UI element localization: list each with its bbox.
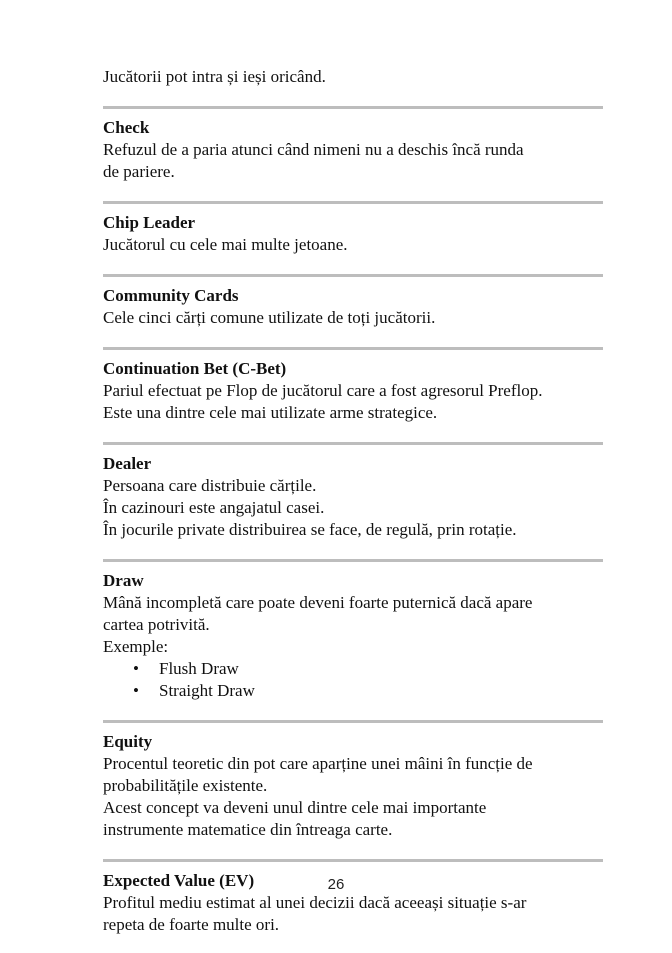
section-divider	[103, 274, 603, 277]
bullet-icon: •	[133, 659, 139, 678]
glossary-term: Expected Value (EV)	[103, 871, 255, 890]
glossary-entry	[103, 453, 603, 541]
glossary-term: Continuation Bet (C-Bet)	[103, 359, 287, 378]
section-divider	[103, 347, 603, 350]
definition-line: probabilitățile existente.	[103, 776, 268, 795]
bullet-icon: •	[133, 681, 139, 700]
example-label: Straight Draw	[159, 681, 255, 700]
definition-line: Exemple:	[103, 637, 169, 656]
definition-line: Persoana care distribuie cărțile.	[103, 476, 317, 495]
definition-line: de pariere.	[103, 162, 175, 181]
definition-line: instrumente matematice din întreaga carte.	[103, 820, 393, 839]
glossary-entry	[103, 285, 603, 329]
definition-line: Pariul efectuat pe Flop de jucătorul care a fost agresorul Preflop.	[103, 381, 543, 400]
definition-line: Procentul teoretic din pot care aparține unei mâini în funcție de	[103, 754, 533, 773]
glossary-term: Dealer	[103, 454, 152, 473]
section-divider	[103, 559, 603, 562]
definition-line: Profitul mediu estimat al unei decizii dacă aceeași situație s-ar	[103, 893, 527, 912]
definition-line: În jocurile private distribuirea se face, de regulă, prin rotație.	[103, 520, 517, 539]
section-divider	[103, 442, 603, 445]
example-label: Flush Draw	[159, 659, 239, 678]
example-list-item	[103, 658, 603, 680]
definition-line: Refuzul de a paria atunci când nimeni nu a deschis încă runda	[103, 140, 524, 159]
definition-line: cartea potrivită.	[103, 615, 210, 634]
glossary-page	[103, 66, 603, 936]
glossary-term: Draw	[103, 571, 144, 590]
page-number: 26	[327, 876, 345, 893]
section-divider	[103, 106, 603, 109]
glossary-entry	[103, 117, 603, 183]
definition-line: Cele cinci cărți comune utilizate de toți jucătorii.	[103, 308, 436, 327]
glossary-entry	[103, 212, 603, 256]
definition-line: repeta de foarte multe ori.	[103, 915, 280, 934]
glossary-entry	[103, 731, 603, 841]
section-divider	[103, 201, 603, 204]
glossary-entry	[103, 358, 603, 424]
glossary-term: Check	[103, 118, 150, 137]
definition-line: Jucătorul cu cele mai multe jetoane.	[103, 235, 348, 254]
section-divider	[103, 720, 603, 723]
example-list	[103, 658, 603, 702]
glossary-entries	[103, 106, 603, 936]
section-divider	[103, 859, 603, 862]
glossary-term: Community Cards	[103, 286, 239, 305]
glossary-entry	[103, 570, 603, 702]
definition-line: În cazinouri este angajatul casei.	[103, 498, 325, 517]
example-list-item	[103, 680, 603, 702]
definition-line: Acest concept va deveni unul dintre cele mai importante	[103, 798, 487, 817]
lead-text: Jucătorii pot intra și ieși oricând.	[103, 67, 326, 86]
definition-line: Este una dintre cele mai utilizate arme strategice.	[103, 403, 438, 422]
definition-line: Mână incompletă care poate deveni foarte puternică dacă apare	[103, 593, 533, 612]
glossary-term: Chip Leader	[103, 213, 196, 232]
glossary-term: Equity	[103, 732, 153, 751]
